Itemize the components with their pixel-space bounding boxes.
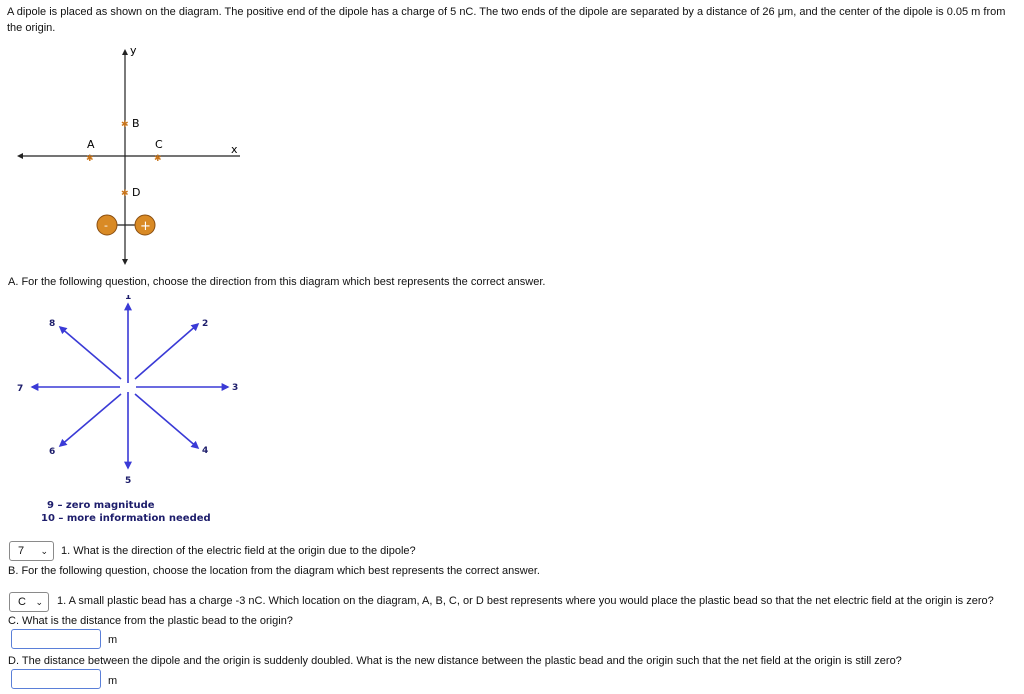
chevron-down-icon: ⌄: [40, 545, 48, 556]
svg-text:✱: ✱: [154, 154, 162, 164]
section-a-instruction: A. For the following question, choose the direction from this diagram which best represents the correct answer.: [8, 276, 546, 288]
q1-selected-value: 7: [18, 545, 25, 557]
new-distance-unit: m: [108, 675, 118, 687]
y-axis-label: y: [130, 44, 137, 57]
positive-charge-sign: +: [140, 219, 151, 234]
x-axis-label: x: [231, 143, 238, 156]
chevron-down-icon: ⌄: [35, 596, 43, 607]
direction-arrow-8: [60, 327, 121, 379]
point-c: [154, 138, 163, 164]
distance-unit: m: [108, 634, 118, 646]
dipole-diagram: [8, 37, 246, 270]
direction-diagram: [8, 295, 246, 529]
point-b-label: B: [132, 117, 140, 130]
direction-label-1: 1: [125, 295, 132, 302]
dipole: [97, 215, 155, 235]
svg-text:✱: ✱: [121, 189, 129, 199]
negative-charge-sign: -: [104, 219, 108, 232]
direction-diagram-svg: [8, 295, 246, 529]
direction-label-7: 7: [17, 384, 24, 394]
point-d-label: D: [132, 186, 141, 199]
direction-label-5: 5: [125, 476, 132, 486]
svg-text:✱: ✱: [121, 120, 129, 130]
svg-text:✱: ✱: [86, 154, 94, 164]
dipole-diagram-svg: [8, 37, 246, 270]
point-b: [121, 117, 140, 130]
q2-question: 1. A small plastic bead has a charge -3 nC. Which location on the diagram, A, B, C, or D best represents where you would place the plastic bead so that the net electric field at the origin is zero?: [57, 595, 994, 607]
point-c-label: C: [155, 138, 163, 151]
direction-label-3: 3: [232, 383, 239, 393]
note-zero-magnitude: 9 – zero magnitude: [47, 500, 155, 511]
direction-label-6: 6: [49, 447, 56, 457]
direction-arrow-2: [135, 324, 198, 379]
note-more-info: 10 – more information needed: [41, 513, 211, 524]
q2-selected-value: C: [18, 596, 26, 608]
q1-direction-select[interactable]: [9, 541, 54, 561]
direction-label-2: 2: [202, 319, 209, 329]
direction-label-8: 8: [49, 319, 56, 329]
section-d-question: D. The distance between the dipole and the origin is suddenly doubled. What is the new distance between the plastic bead and the origin such that the net field at the origin is still zero?: [8, 655, 902, 667]
point-a: [86, 138, 95, 164]
problem-intro: A dipole is placed as shown on the diagram. The positive end of the dipole has a charge of 5 nC. The two ends of the dipole are separated by a distance of 26 μm, and the center of the dipole is 0.05 m from the origin.: [7, 6, 1006, 34]
q2-location-select[interactable]: [9, 592, 49, 612]
direction-label-4: 4: [202, 446, 209, 456]
point-d: [121, 186, 140, 199]
q1-question: 1. What is the direction of the electric field at the origin due to the dipole?: [61, 545, 416, 557]
distance-input[interactable]: [11, 629, 101, 649]
section-c-question: C. What is the distance from the plastic bead to the origin?: [8, 615, 293, 627]
point-a-label: A: [87, 138, 95, 151]
new-distance-input[interactable]: [11, 669, 101, 689]
direction-arrow-4: [135, 394, 198, 448]
direction-arrow-6: [60, 394, 121, 446]
section-b-instruction: B. For the following question, choose the location from the diagram which best represents the correct answer.: [8, 565, 540, 577]
